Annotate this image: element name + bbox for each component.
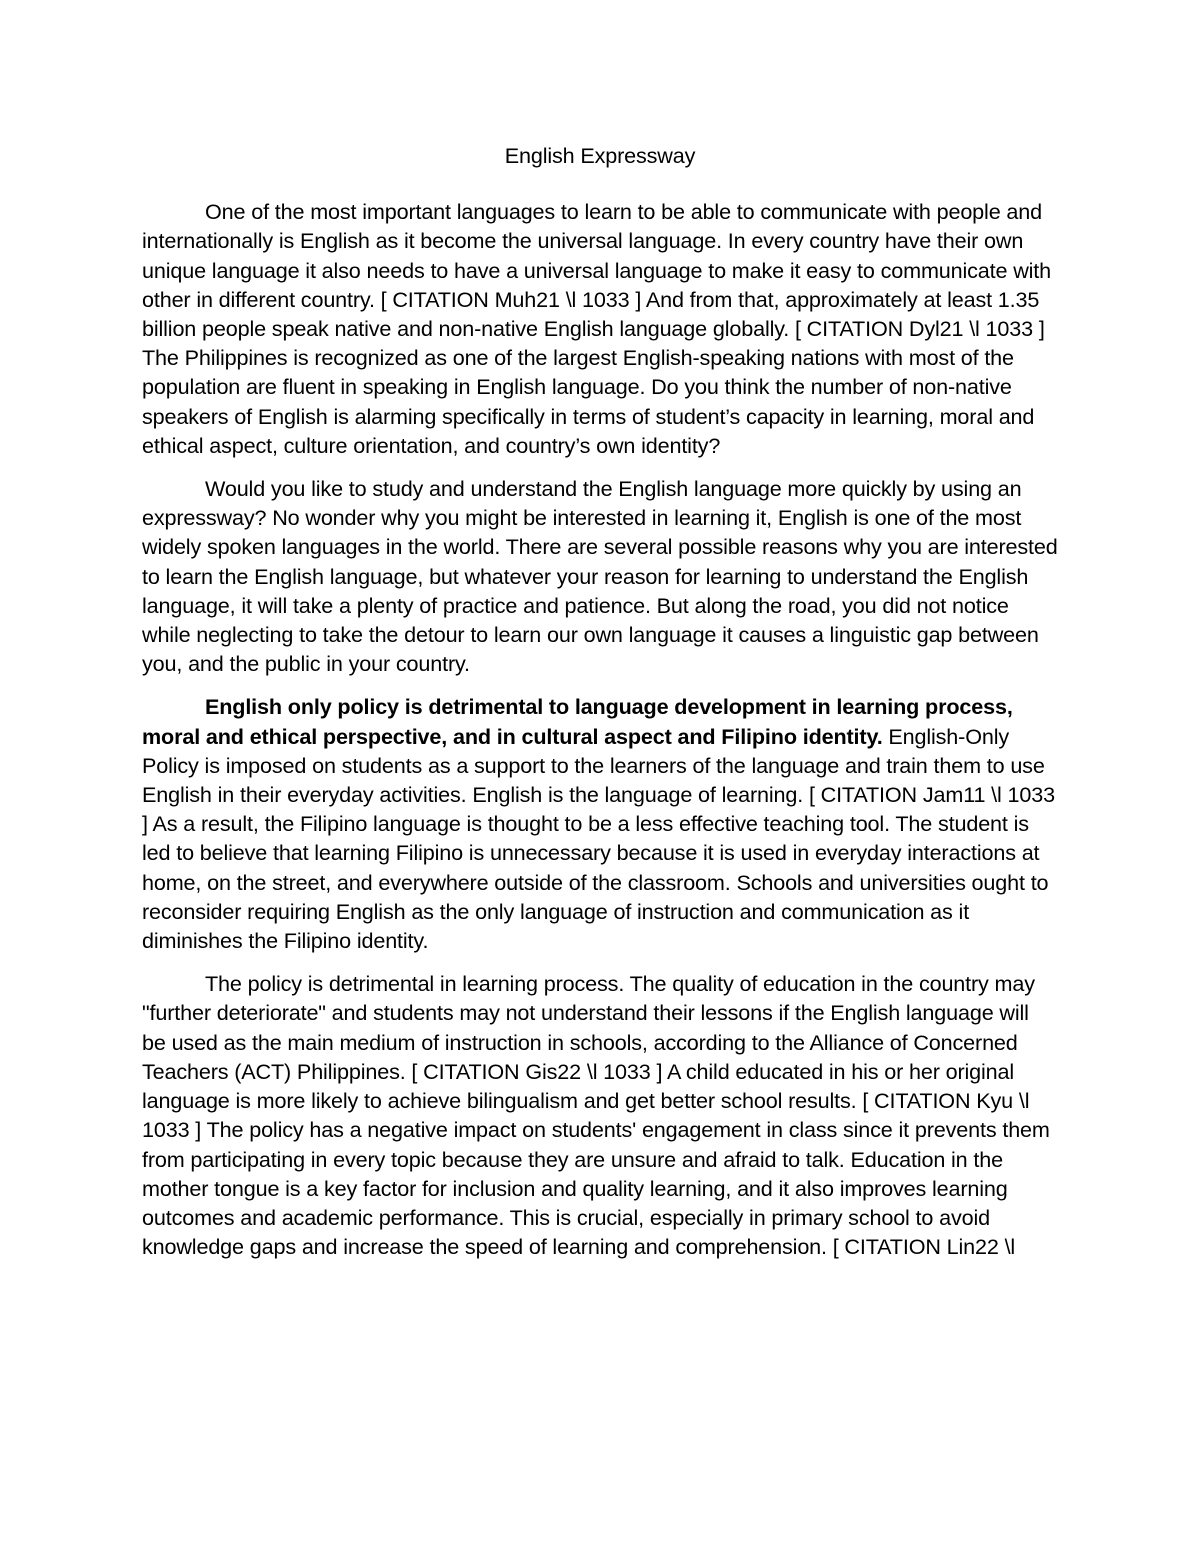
paragraph-introduction: One of the most important languages to learn to be able to communicate with people and internationally is English as it become the universal language. In every country have their own unique language it also needs to have a universal language to make it easy to communicate with other in different country. [ CITATION Muh21 \l 1033 ] And from that, approximately at least 1.35 billion people speak native and non-native English language globally. [ CITATION Dyl21 \l 1033 ] The Philippines is recognized as one of the largest English-speaking nations with most of the population are fluent in speaking in English language. Do you think the number of non-native speakers of English is alarming specifically in terms of student’s capacity in learning, moral and ethical aspect, culture orientation, and country’s own identity?	[142, 199, 1052, 458]
paragraph-english-only-policy-body: English-Only Policy is imposed on students as a support to the learners of the language and train them to use English in their everyday activities. English is the language of learning. [ CITATION Jam11 \l 1033 ] As a result, the Filipino language is thought to be a less effective teaching tool. The student is led to believe that learning Filipino is unnecessary because it is used in everyday interactions at home, on the street, and everywhere outside of the classroom. Schools and universities ought to reconsider requiring English as the only language of instruction and communication as it diminishes the Filipino identity.	[142, 723, 1055, 954]
document-body	[142, 141, 1058, 1261]
document-title: English Expressway	[504, 143, 696, 168]
paragraph-english-only-policy	[142, 692, 1058, 955]
paragraph-expressway: Would you like to study and understand the English language more quickly by using an expressway? No wonder why you might be interested in learning it, English is one of the most widely spoken languages in the world. There are several possible reasons why you are interested to learn the English language, but whatever your reason for learning to understand the English language, it will take a plenty of practice and patience. But along the road, you did not notice while neglecting to take the detour to learn our own language it causes a linguistic gap between you, and the public in your country.	[142, 476, 1058, 677]
paragraph-learning-process: The policy is detrimental in learning process. The quality of education in the country may "further deteriorate" and students may not understand their lessons if the English language will be used as the main medium of instruction in schools, according to the Alliance of Concerned Teachers (ACT) Philippines. [ CITATION Gis22 \l 1033 ] A child educated in his or her original language is more likely to achieve bilingualism and get better school results. [ CITATION Kyu \l 1033 ] The policy has a negative impact on students' engagement in class since it prevents them from participating in every topic because they are unsure and afraid to talk. Education in the mother tongue is a key factor for inclusion and quality learning, and it also improves learning outcomes and academic performance. This is crucial, especially in primary school to avoid knowledge gaps and increase the speed of learning and comprehension. [ CITATION Lin22 \l	[142, 971, 1050, 1260]
thesis-statement: English only policy is detrimental to language development in learning process, moral and ethical perspective, and in cultural aspect and Filipino identity.	[142, 694, 1013, 749]
